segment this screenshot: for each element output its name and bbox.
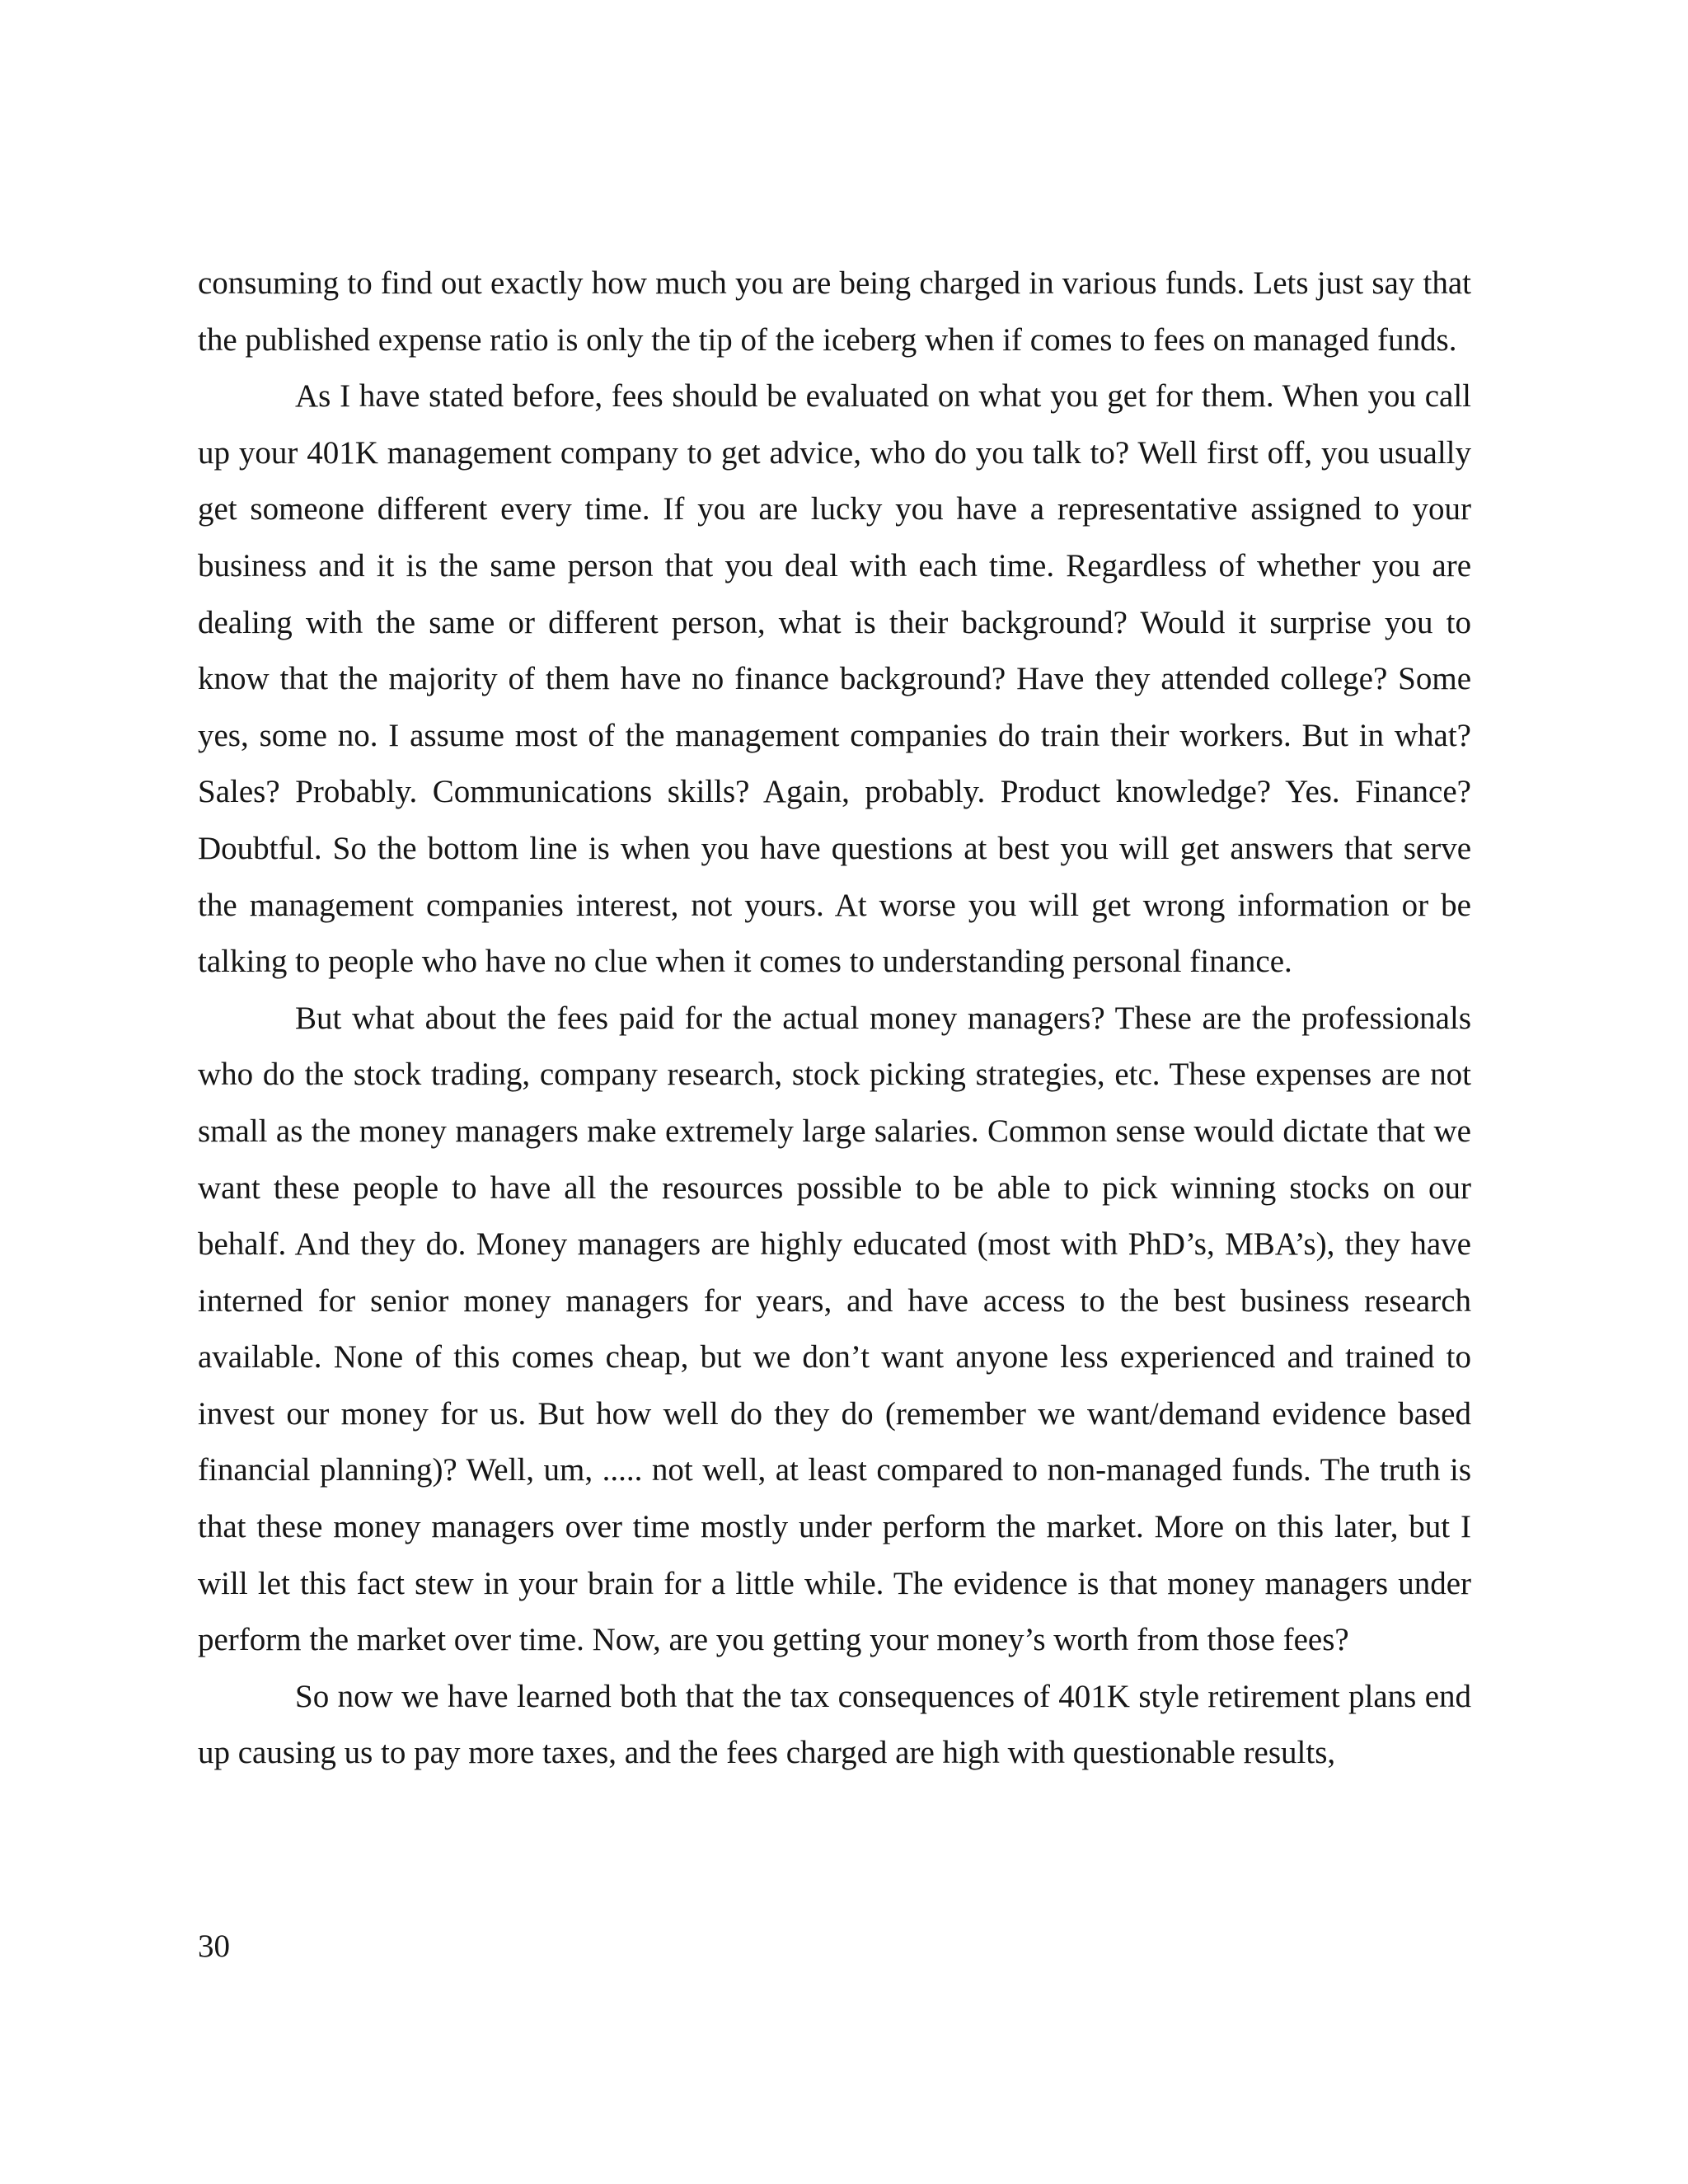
paragraph-advisor-background: As I have stated before, fees should be evaluated on what you get for them. When you call up your 401K management company to get advice, who do you talk to? Well first off, you usually get someone different every time. If you are lucky you have a representative assigned to your business and it is the same person that you deal with each time. Regardless of whether you are dealing with the same or different person, what is their background? Would it surprise you to know that the majority of them have no finance background? Have they attended college? Some yes, some no. I assume most of the management companies do train their workers. But in what? Sales? Probably. Communications skills? Again, probably. Product knowledge? Yes. Finance? Doubtful. So the bottom line is when you have questions at best you will get answers that serve the management companies interest, not yours. At worse you will get wrong information or be talking to people who have no clue when it comes to understanding personal finance.	[198, 378, 1471, 980]
paragraph-continuation: consuming to find out exactly how much you are being charged in various funds. Lets just say that the published expense ratio is only the tip of the iceberg when if comes to fees on managed funds.	[198, 265, 1471, 358]
paragraph-summary: So now we have learned both that the tax consequences of 401K style retirement plans end up causing us to pay more taxes, and the fees charged are high with questionable results,	[198, 1678, 1471, 1771]
paragraph-money-managers: But what about the fees paid for the actual money managers? These are the professionals who do the stock trading, company research, stock picking strategies, etc. These expenses are not small as the money managers make extremely large salaries. Common sense would dictate that we want these people to have all the resources possible to be able to pick winning stocks on our behalf. And they do. Money managers are highly educated (most with PhD’s, MBA’s), they have interned for senior money managers for years, and have access to the best business research available. None of this comes cheap, but we don’t want anyone less experienced and trained to invest our money for us. But how well do they do (remember we want/demand evidence based financial planning)? Well, um, ..... not well, at least compared to non-managed funds. The truth is that these money managers over time mostly under perform the market. More on this later, but I will let this fact stew in your brain for a little while. The evidence is that money managers under perform the market over time. Now, are you getting your money’s worth from those fees?	[198, 1000, 1471, 1658]
page-number: 30	[198, 1929, 230, 1964]
body-text	[198, 255, 1471, 1782]
